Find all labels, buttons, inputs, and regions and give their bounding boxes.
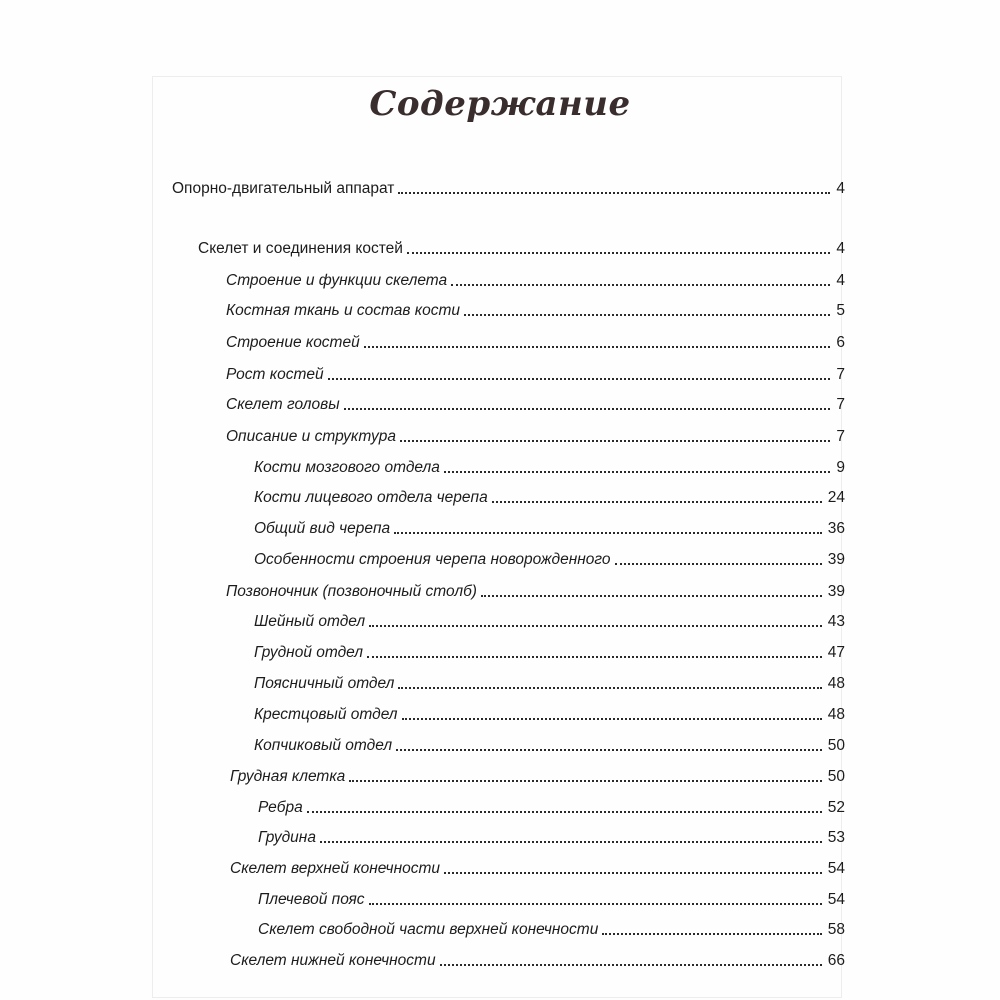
toc-page-number: 7 — [836, 396, 845, 413]
toc-page-number: 54 — [827, 860, 845, 877]
toc-entry-label: Рост костей — [226, 366, 324, 383]
toc-page-number: 54 — [827, 891, 845, 908]
dot-leader — [349, 780, 821, 782]
toc-entry-label: Шейный отдел — [254, 613, 366, 630]
dot-leader — [328, 378, 831, 380]
toc-page-number: 4 — [836, 180, 845, 197]
toc-page-number: 53 — [827, 829, 845, 846]
dot-leader — [444, 872, 822, 874]
toc-page-number: 39 — [827, 583, 845, 600]
toc-entry-locomotor-system[interactable] — [172, 172, 845, 198]
toc-entry-label: Позвоночник (позвоночный столб) — [226, 583, 477, 600]
toc-entry-label: Ребра — [258, 799, 303, 816]
toc-entry-skull[interactable] — [226, 388, 845, 414]
toc-entry-facial-bones[interactable] — [254, 481, 845, 507]
dot-leader — [307, 811, 822, 813]
dot-leader — [369, 625, 822, 627]
toc-entry-cervical[interactable] — [254, 605, 845, 631]
dot-leader — [464, 314, 830, 316]
toc-entry-label: Кости лицевого отдела черепа — [254, 489, 488, 506]
dot-leader — [440, 964, 822, 966]
toc-entry-thoracic[interactable] — [254, 636, 845, 662]
dot-leader — [492, 501, 822, 503]
toc-entry-label: Скелет верхней конечности — [230, 860, 440, 877]
dot-leader — [444, 471, 831, 473]
toc-page-number: 39 — [827, 551, 845, 568]
toc-entry-lumbar[interactable] — [254, 667, 845, 693]
toc-entry-label: Скелет головы — [226, 396, 340, 413]
toc-entry-label: Крестцовый отдел — [254, 706, 398, 723]
dot-leader — [320, 841, 822, 843]
toc-page-number: 7 — [836, 366, 845, 383]
toc-entry-lower-limb[interactable] — [230, 944, 845, 970]
toc-entry-bone-structure[interactable] — [226, 326, 845, 352]
toc-entry-label: Строение и функции скелета — [226, 272, 448, 289]
toc-entry-label: Грудина — [258, 829, 316, 846]
dot-leader — [602, 933, 821, 935]
toc-entry-label: Скелет нижней конечности — [230, 952, 436, 969]
toc-entry-upper-limb[interactable] — [230, 852, 845, 878]
toc-entry-cranial-bones[interactable] — [254, 451, 845, 477]
toc-entry-spine[interactable] — [226, 575, 845, 601]
toc-entry-sternum[interactable] — [258, 821, 845, 847]
dot-leader — [402, 718, 822, 720]
dot-leader — [398, 687, 821, 689]
toc-entry-label: Грудной отдел — [254, 644, 364, 661]
dot-leader — [369, 903, 822, 905]
dot-leader — [615, 563, 822, 565]
toc-page-number: 4 — [836, 272, 845, 289]
toc-page-number: 50 — [827, 737, 845, 754]
toc-page-number: 43 — [827, 613, 845, 630]
toc-entry-label: Плечевой пояс — [258, 891, 365, 908]
toc-entry-label: Опорно-двигательный аппарат — [172, 180, 395, 197]
toc-page-number: 6 — [836, 334, 845, 351]
toc-page-number: 48 — [827, 706, 845, 723]
toc-entry-ribs[interactable] — [258, 791, 845, 817]
dot-leader — [481, 595, 822, 597]
toc-entry-label: Строение костей — [226, 334, 360, 351]
toc-entry-shoulder-girdle[interactable] — [258, 883, 845, 909]
dot-leader — [407, 252, 830, 254]
dot-leader — [394, 532, 822, 534]
toc-entry-free-upper-limb[interactable] — [258, 913, 845, 939]
toc-page-number: 7 — [836, 428, 845, 445]
toc-entry-label: Поясничный отдел — [254, 675, 395, 692]
toc-entry-label: Копчиковый отдел — [254, 737, 393, 754]
toc-entry-label: Описание и структура — [226, 428, 396, 445]
toc-entry-skeleton-and-joints[interactable] — [198, 232, 845, 258]
toc-entry-bone-tissue[interactable] — [226, 294, 845, 320]
dot-leader — [344, 408, 831, 410]
page-title: Содержание — [369, 84, 631, 124]
toc-entry-bone-growth[interactable] — [226, 358, 845, 384]
dot-leader — [364, 346, 831, 348]
toc-entry-label: Грудная клетка — [230, 768, 346, 785]
toc-entry-rib-cage[interactable] — [230, 760, 845, 786]
toc-page-number: 36 — [827, 520, 845, 537]
toc-page-number: 24 — [827, 489, 845, 506]
toc-page-number: 50 — [827, 768, 845, 785]
toc-entry-label: Скелет свободной части верхней конечности — [258, 921, 599, 938]
toc-entry-label: Особенности строения черепа новорожденного — [254, 551, 611, 568]
toc-entry-description-structure[interactable] — [226, 420, 845, 446]
toc-page-number: 4 — [836, 240, 845, 257]
dot-leader — [396, 749, 822, 751]
dot-leader — [451, 284, 830, 286]
dot-leader — [400, 440, 830, 442]
dot-leader — [398, 192, 830, 194]
toc-page-number: 47 — [827, 644, 845, 661]
toc-entry-newborn-skull[interactable] — [254, 543, 845, 569]
toc-entry-label: Скелет и соединения костей — [198, 240, 403, 257]
toc-page-number: 5 — [836, 302, 845, 319]
toc-entry-label: Общий вид черепа — [254, 520, 391, 537]
toc-page-number: 66 — [827, 952, 845, 969]
toc-entry-sacral[interactable] — [254, 698, 845, 724]
dot-leader — [367, 656, 822, 658]
toc-page-number: 52 — [827, 799, 845, 816]
toc-page-number: 9 — [836, 459, 845, 476]
toc-entry-coccygeal[interactable] — [254, 729, 845, 755]
toc-entry-label: Кости мозгового отдела — [254, 459, 440, 476]
toc-page-number: 48 — [827, 675, 845, 692]
toc-entry-skeleton-structure[interactable] — [226, 264, 845, 290]
toc-entry-skull-overview[interactable] — [254, 512, 845, 538]
toc-page-number: 58 — [827, 921, 845, 938]
toc-entry-label: Костная ткань и состав кости — [226, 302, 461, 319]
